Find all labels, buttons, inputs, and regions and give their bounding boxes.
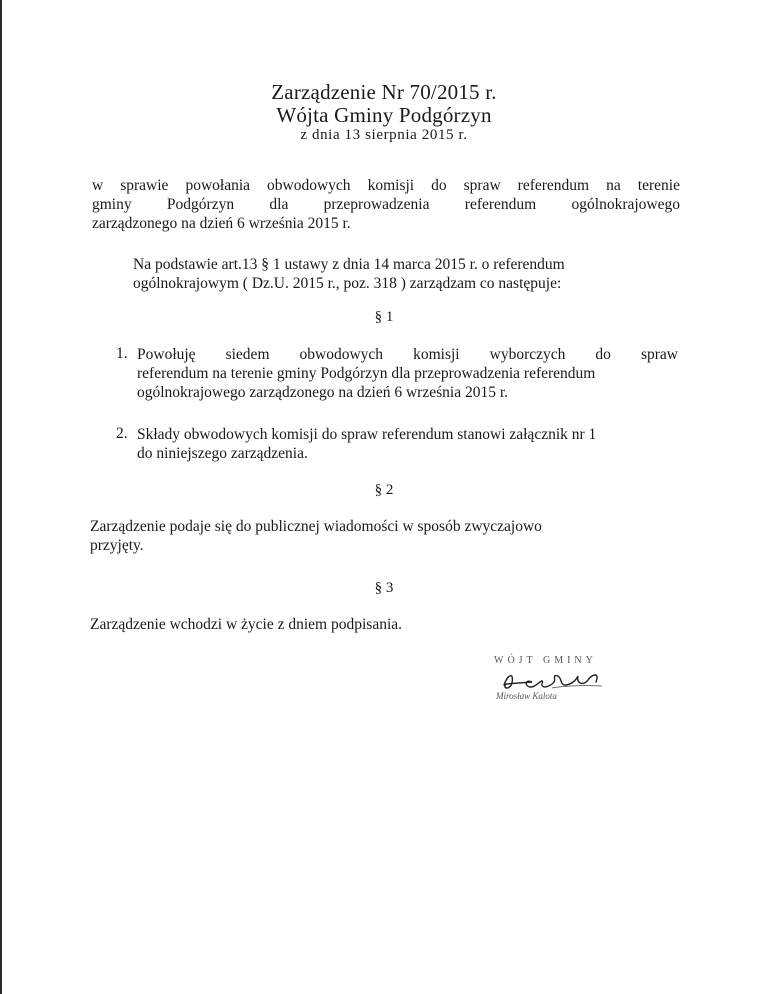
word: Podgórzyn <box>166 196 235 213</box>
word: wyborczych <box>489 346 566 363</box>
legal-basis-line-1: Na podstawie art.13 § 1 ustawy z dnia 14 marca 2015 r. o referendum <box>133 256 565 273</box>
word: spraw <box>463 177 501 194</box>
word: sprawie <box>120 177 169 194</box>
word: gminy <box>92 196 132 213</box>
item-2-number: 2. <box>116 425 128 442</box>
word: komisji <box>413 346 460 363</box>
subject-line-2 <box>92 195 680 214</box>
section-2-mark: § 2 <box>374 482 394 498</box>
word: przeprowadzenia <box>323 196 430 213</box>
item-1-line-1 <box>137 345 678 364</box>
section-2-paragraph <box>90 517 650 555</box>
word: referendum <box>517 177 590 194</box>
subject-paragraph <box>92 176 680 233</box>
word: siedem <box>225 346 270 363</box>
item-1-line-2: referendum na terenie gminy Podgórzyn dla przeprowadzenia referendum <box>137 365 596 382</box>
section-3-mark: § 3 <box>374 580 394 596</box>
word: terenie <box>637 177 680 194</box>
document-title: Zarządzenie Nr 70/2015 r. <box>271 80 497 104</box>
word: spraw <box>640 346 678 363</box>
word: referendum <box>464 196 537 213</box>
subject-line-1 <box>92 176 680 195</box>
document-date: z dnia 13 sierpnia 2015 r. <box>300 127 468 143</box>
word: ogólnokrajowego <box>571 196 680 213</box>
word: obwodowych <box>299 346 384 363</box>
item-2-line-2: do niniejszego zarządzenia. <box>137 445 308 462</box>
word: powołania <box>185 177 251 194</box>
section-2-line-2: przyjęty. <box>90 537 144 554</box>
legal-basis-line-2: ogólnokrajowym ( Dz.U. 2015 r., poz. 318 ) zarządzam co następuje: <box>133 275 562 292</box>
signature-stamp <box>492 652 632 702</box>
item-1-text <box>137 345 678 402</box>
stamp-name-text: Mirosław Kalota <box>496 691 557 701</box>
document-issuer: Wójta Gminy Podgórzyn <box>276 103 492 127</box>
item-2-text <box>137 425 677 463</box>
word: obwodowych <box>267 177 351 194</box>
section-3-paragraph <box>90 615 650 634</box>
word: na <box>606 177 621 194</box>
word: do <box>431 177 447 194</box>
item-1-line-3: ogólnokrajowego zarządzonego na dzień 6 września 2015 r. <box>137 384 509 401</box>
word: w <box>92 177 104 194</box>
word: komisji <box>367 177 415 194</box>
handwritten-signature <box>504 675 597 688</box>
section-1-mark: § 1 <box>374 309 394 325</box>
subject-line-3: zarządzonego na dzień 6 września 2015 r. <box>92 215 351 232</box>
section-2-line-1: Zarządzenie podaje się do publicznej wiadomości w sposób zwyczajowo <box>90 518 542 535</box>
word: do <box>595 346 611 363</box>
signature-underline <box>552 686 602 688</box>
word: Powołuję <box>137 346 196 363</box>
section-3-line-1: Zarządzenie wchodzi w życie z dniem podpisania. <box>90 616 403 633</box>
word: dla <box>269 196 289 213</box>
item-2-line-1: Składy obwodowych komisji do spraw referendum stanowi załącznik nr 1 <box>137 426 597 443</box>
stamp-text: WÓJT GMINY <box>494 655 597 666</box>
item-1-number: 1. <box>116 345 128 362</box>
legal-basis-paragraph <box>133 255 653 293</box>
